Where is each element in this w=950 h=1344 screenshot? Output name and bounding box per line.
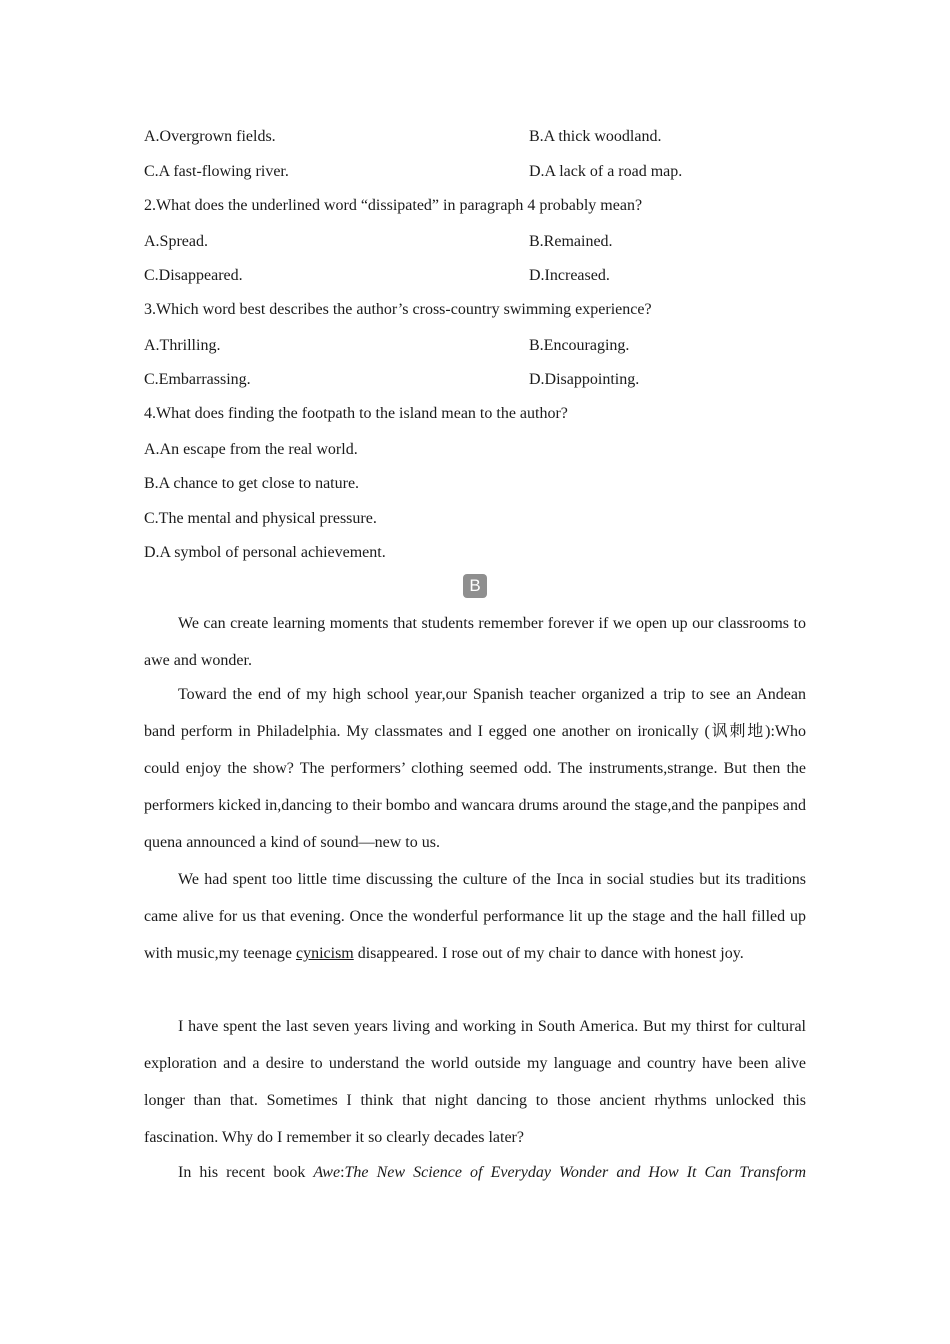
q3-option-a: A.Thrilling.	[144, 337, 221, 354]
q3-option-c: C.Embarrassing.	[144, 371, 251, 388]
q4-option-c: C.The mental and physical pressure.	[144, 510, 377, 527]
passage-paragraph-5	[144, 1154, 806, 1191]
section-b-badge: B	[463, 574, 487, 598]
q3-option-b: B.Encouraging.	[529, 337, 630, 354]
book-title-colon: :	[340, 1164, 345, 1181]
q2-option-a: A.Spread.	[144, 233, 208, 250]
q4-option-a: A.An escape from the real world.	[144, 441, 358, 458]
q1-option-a: A.Overgrown fields.	[144, 128, 276, 145]
q1-option-c: C.A fast-flowing river.	[144, 163, 289, 180]
q4-option-d: D.A symbol of personal achievement.	[144, 544, 386, 561]
q2-option-d: D.Increased.	[529, 267, 610, 284]
q4-option-b: B.A chance to get close to nature.	[144, 475, 360, 492]
q1-option-b: B.A thick woodland.	[529, 128, 662, 145]
passage-paragraph-3	[144, 861, 806, 972]
q2-option-c: C.Disappeared.	[144, 267, 243, 284]
underlined-word-cynicism: cynicism	[295, 945, 354, 962]
book-title-subtitle: The New Science of Everyday Wonder and How It Can Transform	[344, 1164, 806, 1181]
passage-paragraph-4: I have spent the last seven years living and working in South America. But my thirst for cultural exploration and a desire to understand the world outside my language and country have been alive longer than that. Sometimes I think that night dancing to those ancient rhythms unlocked this fascination. Why do I remember it so clearly decades later?	[144, 1018, 806, 1146]
paragraph-3-text-start: We had spent too little time discussing the culture of the Inca in social studies but its traditions came alive for us that evening. Once the wonderful performance lit up the stage and the hall filled up with music,my teenage	[144, 871, 806, 962]
book-title-main: Awe	[313, 1164, 341, 1181]
q3-option-d: D.Disappointing.	[529, 371, 640, 388]
q1-option-d: D.A lack of a road map.	[529, 163, 683, 180]
q4-question: 4.What does finding the footpath to the island mean to the author?	[144, 405, 568, 422]
q3-question: 3.Which word best describes the author’s cross-country swimming experience?	[144, 301, 652, 318]
paragraph-3-text-end: disappeared. I rose out of my chair to dance with honest joy.	[353, 945, 744, 962]
q2-question: 2.What does the underlined word “dissipated” in paragraph 4 probably mean?	[144, 197, 643, 214]
q2-option-b: B.Remained.	[529, 233, 613, 250]
passage-paragraph-1: We can create learning moments that students remember forever if we open up our classrooms to awe and wonder.	[144, 615, 806, 669]
passage-paragraph-2: Toward the end of my high school year,our Spanish teacher organized a trip to see an Andean band perform in Philadelphia. My classmates and I egged one another on ironically (讽刺地):Who could enjoy the show? The performers’ clothing seemed odd. The instruments,strange. But then the performers kicked in,dancing to their bombo and wancara drums around the stage,and the panpipes and quena announced a kind of sound—new to us.	[144, 686, 807, 851]
paragraph-5-text-start: In his recent book	[178, 1164, 314, 1181]
